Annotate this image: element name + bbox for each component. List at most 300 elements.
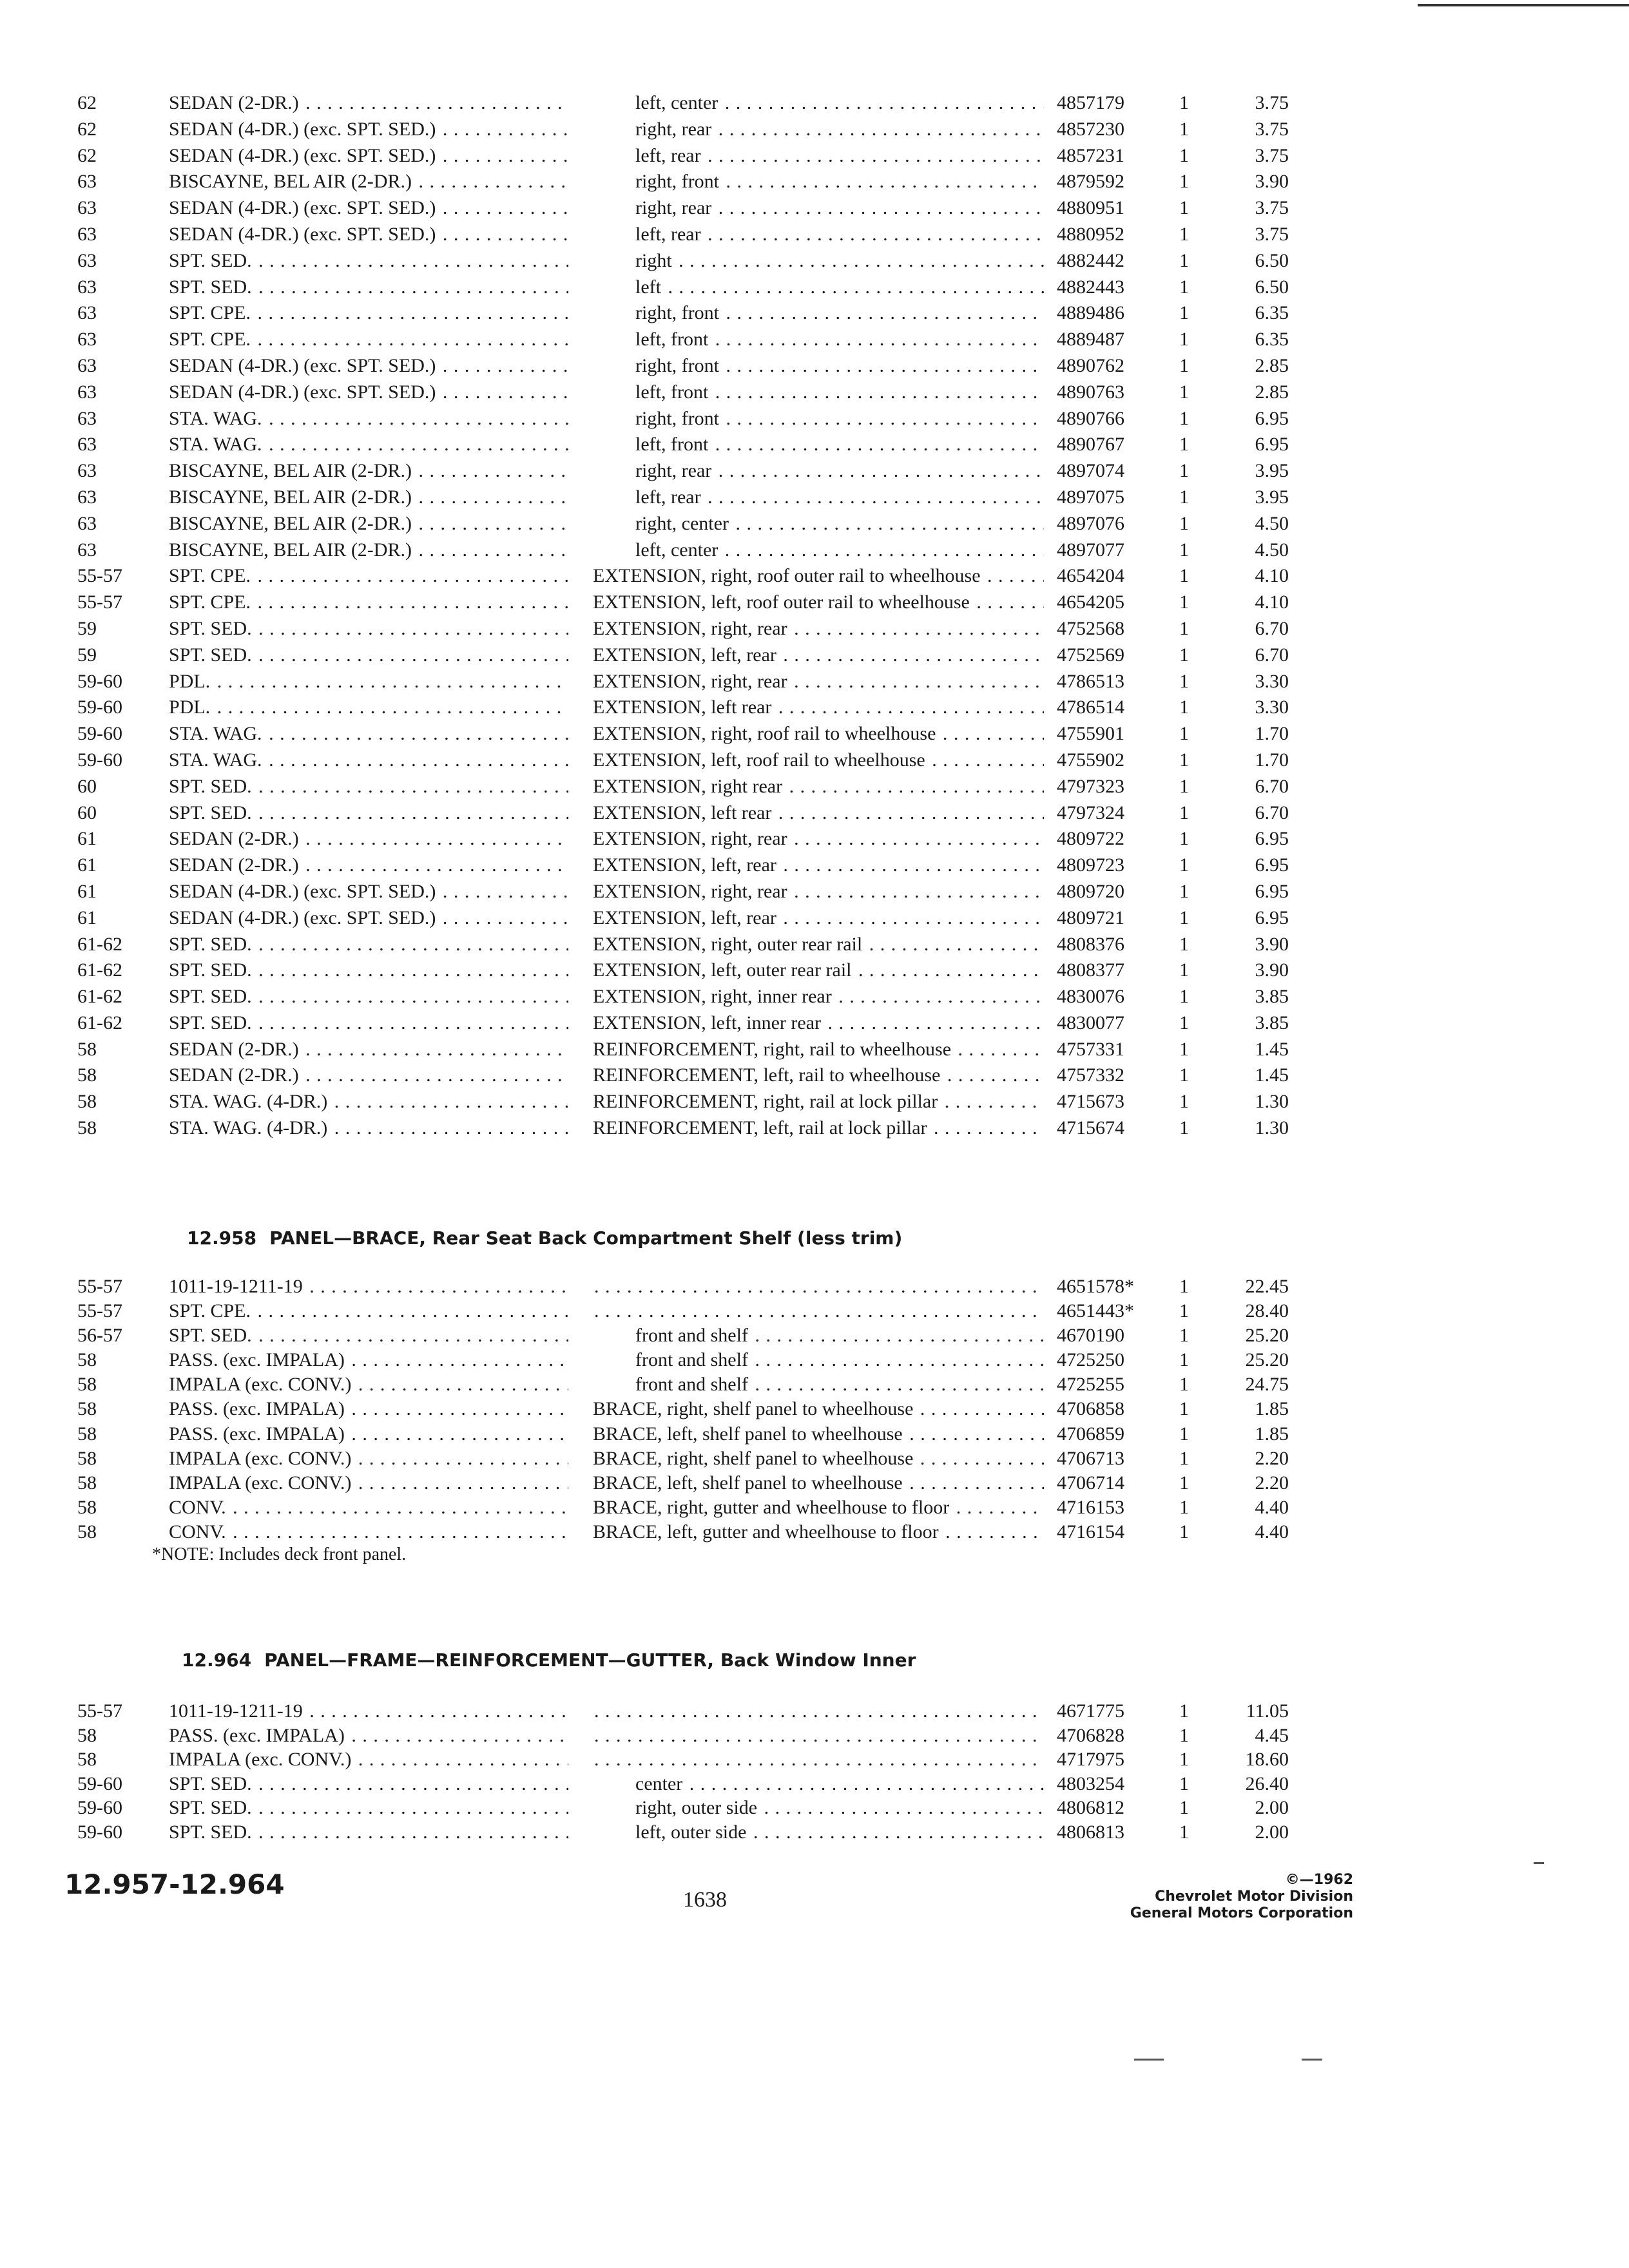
table-row [0,590,1629,616]
table-row [0,248,1629,274]
table-row [0,406,1629,432]
description-cell [593,1820,1044,1845]
quantity-cell: 1 [1179,118,1189,140]
year-cell: 63 [77,354,97,376]
model-cell [169,1062,568,1089]
model-text: CONV. [169,1521,226,1542]
year-cell: 62 [77,144,97,166]
quantity-cell: 1 [1179,907,1189,928]
price-cell: 4.50 [1255,512,1289,534]
description-text: REINFORCEMENT, left, rail to wheelhouse [593,1064,941,1086]
part-number-cell: 4830076 [1057,986,1124,1008]
description-cell [593,774,1044,800]
quantity-cell: 1 [1179,1749,1189,1770]
model-text: STA. WAG. (4-DR.) [169,1117,328,1139]
model-cell [169,563,568,590]
model-cell [169,616,568,642]
model-cell [169,1323,568,1348]
description-cell [593,117,1044,143]
model-text: SPT. CPE. [169,1300,251,1322]
table-row [0,195,1629,222]
part-number-cell: 4654204 [1057,565,1124,587]
price-cell: 3.75 [1255,197,1289,219]
price-cell: 2.20 [1255,1472,1289,1494]
model-cell [169,117,568,143]
part-number-cell: 4890766 [1057,407,1124,429]
quantity-cell: 1 [1179,434,1189,456]
table-row [0,1747,1629,1772]
description-text: front and shelf [635,1349,748,1371]
table-row [0,1446,1629,1471]
footer-publisher [1095,1872,1353,1922]
price-cell: 26.40 [1245,1773,1289,1794]
model-text: SPT. SED. [169,276,252,298]
model-text: CONV. [169,1496,226,1518]
description-text: EXTENSION, right, roof outer rail to wheelhouse [593,565,981,587]
table-row [0,984,1629,1010]
description-text: EXTENSION, left, inner rear [593,1012,822,1033]
part-number-cell: 4809723 [1057,854,1124,876]
model-cell [169,327,568,353]
quantity-cell: 1 [1179,1700,1189,1722]
model-text: SPT. SED. [169,986,252,1008]
model-cell [169,1089,568,1115]
description-text [593,1725,594,1746]
table-row [0,747,1629,774]
table-row [0,1115,1629,1142]
description-cell [593,563,1044,590]
model-cell [169,406,568,432]
quantity-cell: 1 [1179,828,1189,850]
table-row [0,932,1629,958]
quantity-cell: 1 [1179,329,1189,351]
description-text: right, rear [635,118,712,140]
description-text [593,1300,594,1321]
part-number-cell: 4670190 [1057,1325,1124,1347]
year-cell: 58 [77,1091,97,1113]
quantity-cell: 1 [1179,959,1189,981]
quantity-cell: 1 [1179,1797,1189,1818]
description-text: right, center [635,512,729,534]
description-cell [593,1520,1044,1544]
year-cell: 58 [77,1496,97,1518]
description-cell [593,1796,1044,1820]
description-cell [593,1446,1044,1471]
description-text: front and shelf [635,1374,748,1396]
description-text: EXTENSION, left, rear [593,644,776,666]
model-text: BISCAYNE, BEL AIR (2-DR.) [169,539,412,561]
description-cell [593,274,1044,301]
model-text: BISCAYNE, BEL AIR (2-DR.) [169,512,412,534]
model-cell [169,1724,568,1748]
year-cell: 60 [77,802,97,823]
quantity-cell: 1 [1179,1472,1189,1494]
description-cell [593,248,1044,274]
model-text: PDL. [169,670,211,692]
part-number-cell: 4809722 [1057,828,1124,850]
price-cell: 3.85 [1255,986,1289,1008]
quantity-cell: 1 [1179,354,1189,376]
description-text: right, outer side [635,1797,758,1818]
part-number-cell: 4808376 [1057,933,1124,955]
table-row [0,537,1629,564]
part-number-cell: 4671775 [1057,1700,1124,1722]
table-row [0,1274,1629,1299]
model-text: SEDAN (2-DR.) [169,854,299,876]
description-text: BRACE, left, shelf panel to wheelhouse [593,1472,903,1494]
table-row [0,117,1629,143]
model-cell [169,984,568,1010]
model-cell [169,1037,568,1063]
description-cell [593,932,1044,958]
year-cell: 63 [77,539,97,561]
part-number-cell: 4890762 [1057,354,1124,376]
part-number-cell: 4809721 [1057,907,1124,928]
description-cell [593,1010,1044,1037]
part-number-cell: 4786514 [1057,697,1124,718]
price-cell: 3.30 [1255,697,1289,718]
price-cell: 4.40 [1255,1521,1289,1542]
model-cell [169,537,568,564]
year-cell: 58 [77,1724,97,1746]
description-text: BRACE, right, shelf panel to wheelhouse [593,1447,914,1469]
model-cell [169,1348,568,1372]
year-cell: 63 [77,381,97,403]
table-row [0,432,1629,458]
table-row [0,1520,1629,1544]
quantity-cell: 1 [1179,1773,1189,1794]
model-text: IMPALA (exc. CONV.) [169,1749,352,1770]
table-row [0,695,1629,721]
price-cell: 4.50 [1255,539,1289,561]
quantity-cell: 1 [1179,381,1189,403]
year-cell: 59-60 [77,1797,122,1818]
part-number-cell: 4882442 [1057,249,1124,271]
quantity-cell: 1 [1179,171,1189,193]
model-cell [169,721,568,747]
description-cell [593,1471,1044,1495]
model-text: SPT. SED. [169,959,252,981]
model-text: PASS. (exc. IMPALA) [169,1423,345,1445]
description-text: right, rear [635,460,712,482]
quantity-cell: 1 [1179,512,1189,534]
description-cell [593,300,1044,327]
table-row [0,1796,1629,1820]
part-number-cell: 4716153 [1057,1496,1124,1518]
table-row [0,1397,1629,1421]
model-text: SPT. CPE. [169,329,251,351]
quantity-cell: 1 [1179,986,1189,1008]
model-cell [169,747,568,774]
description-text: EXTENSION, right, roof rail to wheelhouse [593,723,936,745]
description-cell [593,90,1044,117]
quantity-cell: 1 [1179,670,1189,692]
part-number-cell: 4706859 [1057,1423,1124,1445]
year-cell: 55-57 [77,591,122,613]
part-number-cell: 4857231 [1057,144,1124,166]
table-row [0,300,1629,327]
description-text: left, center [635,539,718,561]
part-number-cell: 4706828 [1057,1724,1124,1746]
section-3-number: 12.964 [182,1649,252,1671]
price-cell: 3.75 [1255,144,1289,166]
part-number-cell: 4797324 [1057,802,1124,823]
description-cell [593,1348,1044,1372]
year-cell: 61 [77,880,97,902]
part-number-cell: 4786513 [1057,670,1124,692]
quantity-cell: 1 [1179,880,1189,902]
model-text: BISCAYNE, BEL AIR (2-DR.) [169,460,412,482]
description-cell [593,485,1044,511]
quantity-cell: 1 [1179,802,1189,823]
quantity-cell: 1 [1179,1325,1189,1347]
description-cell [593,537,1044,564]
part-number-cell: 4725255 [1057,1374,1124,1396]
year-cell: 58 [77,1521,97,1542]
year-cell: 56-57 [77,1325,122,1347]
model-cell [169,1820,568,1845]
year-cell: 61-62 [77,986,122,1008]
price-cell: 3.85 [1255,1012,1289,1033]
model-cell [169,1422,568,1446]
part-number-cell: 4752568 [1057,617,1124,639]
year-cell: 59 [77,617,97,639]
model-cell [169,248,568,274]
quantity-cell: 1 [1179,1091,1189,1113]
quantity-cell: 1 [1179,1447,1189,1469]
part-number-cell: 4880952 [1057,223,1124,245]
price-cell: 2.00 [1255,1821,1289,1843]
price-cell: 2.00 [1255,1797,1289,1818]
quantity-cell: 1 [1179,1724,1189,1746]
model-text: SPT. SED. [169,802,252,823]
price-cell: 3.95 [1255,460,1289,482]
part-number-cell: 4897074 [1057,460,1124,482]
footer-copyright: ©—1962 [1285,1872,1353,1888]
price-cell: 6.95 [1255,434,1289,456]
model-text: SPT. SED. [169,1821,252,1843]
description-cell [593,984,1044,1010]
section-2-heading [187,1227,902,1249]
section-2-note: *NOTE: Includes deck front panel. [152,1544,407,1564]
table-row [0,1348,1629,1372]
model-text: STA. WAG. [169,749,262,771]
description-text: BRACE, left, shelf panel to wheelhouse [593,1423,903,1445]
table-row [0,1495,1629,1520]
price-cell: 11.05 [1246,1700,1289,1722]
description-cell [593,195,1044,222]
description-text: EXTENSION, left, rear [593,907,776,928]
table-row [0,1471,1629,1495]
model-cell [169,90,568,117]
price-cell: 6.70 [1255,775,1289,797]
model-text: SPT. SED. [169,644,252,666]
table-row [0,380,1629,406]
year-cell: 59-60 [77,670,122,692]
description-text: left, center [635,92,718,113]
quantity-cell: 1 [1179,197,1189,219]
model-cell [169,669,568,695]
year-cell: 55-57 [77,1300,122,1322]
table-row [0,774,1629,800]
footer-section-range: 12.957-12.964 [64,1869,285,1900]
model-cell [169,1115,568,1142]
year-cell: 59-60 [77,1821,122,1843]
description-cell [593,1699,1044,1724]
model-cell [169,1747,568,1772]
model-text: BISCAYNE, BEL AIR (2-DR.) [169,486,412,508]
description-text: BRACE, right, shelf panel to wheelhouse [593,1398,914,1420]
quantity-cell: 1 [1179,1300,1189,1322]
description-text: left [635,276,661,298]
price-cell: 2.85 [1255,381,1289,403]
description-cell [593,1299,1044,1323]
description-cell [593,1495,1044,1520]
model-text: 1011-19-1211-19 [169,1700,303,1722]
price-cell: 4.40 [1255,1496,1289,1518]
model-text: STA. WAG. (4-DR.) [169,1091,328,1113]
quantity-cell: 1 [1179,1374,1189,1396]
description-cell [593,1422,1044,1446]
description-cell [593,169,1044,195]
model-cell [169,852,568,879]
description-text: REINFORCEMENT, right, rail to wheelhouse [593,1038,952,1060]
model-cell [169,1796,568,1820]
model-cell [169,826,568,852]
year-cell: 59 [77,644,97,666]
part-number-cell: 4857179 [1057,92,1124,113]
description-cell [593,353,1044,380]
part-number-cell: 4757332 [1057,1064,1124,1086]
description-cell [593,1747,1044,1772]
table-row [0,1037,1629,1063]
part-number-cell: 4803254 [1057,1773,1124,1794]
year-cell: 58 [77,1398,97,1420]
model-cell [169,169,568,195]
model-text: STA. WAG. [169,434,262,456]
part-number-cell: 4830077 [1057,1012,1124,1033]
description-text: right, front [635,354,719,376]
model-text: SEDAN (4-DR.) (exc. SPT. SED.) [169,223,436,245]
part-number-cell: 4890767 [1057,434,1124,456]
model-text: SPT. SED. [169,617,252,639]
description-cell [593,879,1044,905]
year-cell: 59-60 [77,749,122,771]
model-text: SEDAN (4-DR.) (exc. SPT. SED.) [169,118,436,140]
model-cell [169,590,568,616]
part-number-cell: 4706714 [1057,1472,1124,1494]
description-text: EXTENSION, left rear [593,802,772,823]
description-cell [593,458,1044,485]
quantity-cell: 1 [1179,1398,1189,1420]
model-text: SPT. SED. [169,933,252,955]
quantity-cell: 1 [1179,591,1189,613]
model-cell [169,511,568,537]
description-text [593,1276,594,1297]
price-cell: 1.85 [1255,1423,1289,1445]
description-text: left, front [635,329,709,351]
model-cell [169,222,568,248]
quantity-cell: 1 [1179,854,1189,876]
footer-corporation: General Motors Corporation [1130,1905,1353,1921]
description-text: center [635,1773,683,1794]
table-row [0,879,1629,905]
price-cell: 4.45 [1255,1724,1289,1746]
price-cell: 3.75 [1255,223,1289,245]
description-cell [593,380,1044,406]
quantity-cell: 1 [1179,933,1189,955]
table-row [0,1772,1629,1796]
model-text: SPT. CPE. [169,591,251,613]
price-cell: 1.45 [1255,1064,1289,1086]
price-cell: 6.95 [1255,854,1289,876]
section-2-title: PANEL—BRACE, Rear Seat Back Compartment Shelf (less trim) [269,1227,903,1249]
part-number-cell: 4806812 [1057,1797,1124,1818]
price-cell: 1.70 [1255,723,1289,745]
section-2-table [0,1274,1629,1544]
year-cell: 60 [77,775,97,797]
part-number-cell: 4706713 [1057,1447,1124,1469]
year-cell: 58 [77,1349,97,1371]
year-cell: 63 [77,197,97,219]
part-number-cell: 4725250 [1057,1349,1124,1371]
model-cell [169,642,568,669]
table-row [0,905,1629,932]
price-cell: 25.20 [1245,1349,1289,1371]
description-text: left, outer side [635,1821,747,1843]
model-text: PASS. (exc. IMPALA) [169,1398,345,1420]
quantity-cell: 1 [1179,276,1189,298]
price-cell: 6.70 [1255,644,1289,666]
part-number-cell: 4717975 [1057,1749,1124,1770]
model-text: STA. WAG. [169,723,262,745]
year-cell: 63 [77,223,97,245]
model-text: SEDAN (2-DR.) [169,1064,299,1086]
year-cell: 61 [77,907,97,928]
price-cell: 22.45 [1245,1276,1289,1297]
description-text: EXTENSION, right, rear [593,828,787,850]
quantity-cell: 1 [1179,539,1189,561]
model-cell [169,1299,568,1323]
part-number-cell: 4757331 [1057,1038,1124,1060]
price-cell: 18.60 [1245,1749,1289,1770]
year-cell: 58 [77,1374,97,1396]
model-cell [169,1274,568,1299]
price-cell: 3.30 [1255,670,1289,692]
part-number-cell: 4880951 [1057,197,1124,219]
model-text: IMPALA (exc. CONV.) [169,1472,352,1494]
quantity-cell: 1 [1179,697,1189,718]
description-cell [593,905,1044,932]
year-cell: 61-62 [77,959,122,981]
quantity-cell: 1 [1179,775,1189,797]
model-cell [169,1495,568,1520]
year-cell: 59-60 [77,697,122,718]
description-cell [593,800,1044,827]
table-row [0,327,1629,353]
model-text: SPT. SED. [169,249,252,271]
model-text: SEDAN (4-DR.) (exc. SPT. SED.) [169,381,436,403]
price-cell: 6.70 [1255,802,1289,823]
table-row [0,1820,1629,1845]
footer-page-number: 1638 [683,1888,727,1912]
price-cell: 28.40 [1245,1300,1289,1322]
quantity-cell: 1 [1179,565,1189,587]
description-cell [593,852,1044,879]
year-cell: 63 [77,512,97,534]
table-row [0,642,1629,669]
price-cell: 4.10 [1255,565,1289,587]
